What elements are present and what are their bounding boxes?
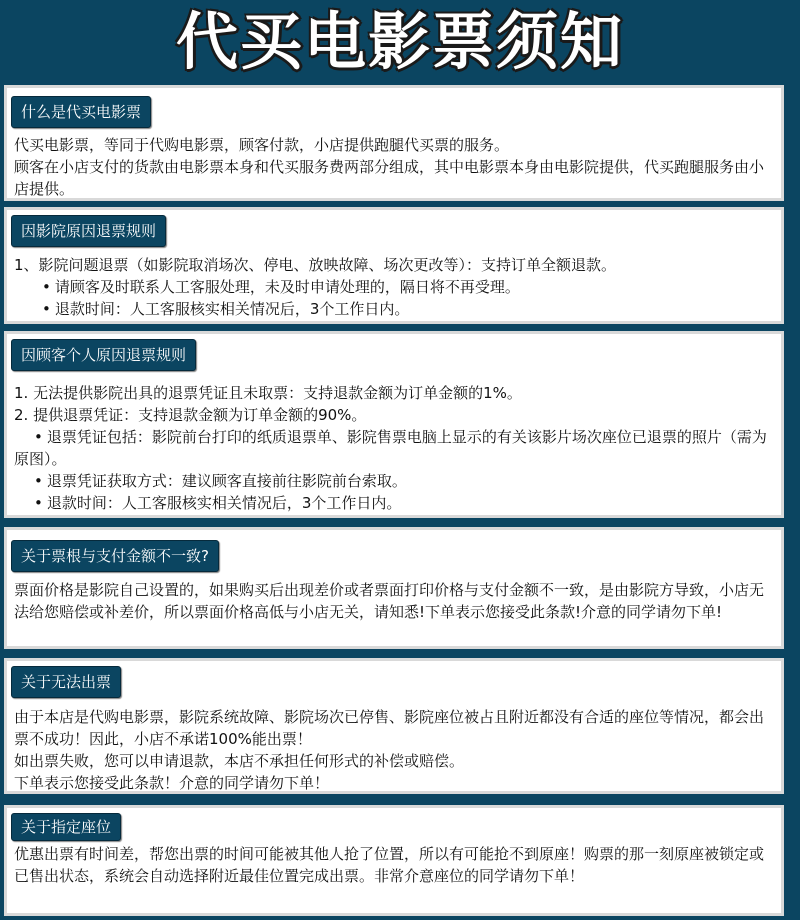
section-header: 因顾客个人原因退票规则	[11, 339, 196, 371]
bullet-item: • 退票凭证获取方式：建议顾客直接前往影院前台索取。	[14, 470, 773, 492]
section-header: 什么是代买电影票	[11, 96, 151, 128]
paragraph: 下单表示您接受此条款！介意的同学请勿下单！	[14, 774, 330, 792]
bullet-item: • 退款时间：人工客服核实相关情况后，3个工作日内。	[14, 492, 773, 514]
section-customer-refund-rules	[4, 331, 784, 518]
paragraph: 代买电影票，等同于代购电影票，顾客付款，小店提供跑腿代买票的服务。	[14, 136, 510, 154]
section-ticket-price-mismatch	[4, 527, 784, 649]
section-header: 关于无法出票	[11, 666, 121, 698]
rule-item: 1. 无法提供影院出具的退票凭证且未取票：支持退款金额为订单金额的1%。	[14, 384, 522, 402]
bullet-text: • 退票凭证包括：影院前台打印的纸质退票单、影院售票电脑上显示的有关该影片场次座位已退票的照片（需为原图）。	[14, 428, 767, 468]
paragraph: 顾客在小店支付的货款由电影票本身和代买服务费两部分组成，其中电影票本身由电影院提供，代买跑腿服务由小店提供。	[14, 158, 765, 198]
bullet-item: • 请顾客及时联系人工客服处理，未及时申请处理的，隔日将不再受理。	[14, 276, 773, 298]
section-cinema-refund-rules	[4, 207, 784, 324]
section-header: 关于指定座位	[11, 813, 121, 841]
section-body	[7, 698, 781, 794]
section-header: 关于票根与支付金额不一致?	[11, 540, 219, 572]
paragraph: 票面价格是影院自己设置的，如果购买后出现差价或者票面打印价格与支付金额不一致，是由影院方导致，小店无法给您赔偿或补差价，所以票面价格高低与小店无关，请知悉!下单表示您接受此条款!介意的同学请勿下单!	[14, 581, 765, 621]
section-header: 因影院原因退票规则	[11, 215, 166, 247]
section-body	[7, 841, 781, 887]
bullet-item-wrapped	[14, 426, 773, 470]
section-body	[7, 128, 781, 200]
paragraph: 由于本店是代购电影票，影院系统故障、影院场次已停售、影院座位被占且附近都没有合适的座位等情况，都会出票不成功！因此，小店不承诺100%能出票！	[14, 708, 765, 748]
section-seat-selection	[4, 805, 784, 916]
page-title: 代买电影票须知	[175, 5, 624, 78]
paragraph: 优惠出票有时间差，帮您出票的时间可能被其他人抢了位置，所以有可能抢不到原座！购票的那一刻原座被锁定或已售出状态，系统会自动选择附近最佳位置完成出票。非常介意座位的同学请勿下单！	[14, 845, 765, 885]
section-body	[7, 572, 781, 623]
section-body	[7, 371, 781, 514]
rule-item: 1、影院问题退票（如影院取消场次、停电、放映故障、场次更改等）：支持订单全额退款。	[14, 256, 617, 274]
bullet-item: • 退款时间：人工客服核实相关情况后，3个工作日内。	[14, 298, 773, 320]
paragraph: 如出票失败，您可以申请退款，本店不承担任何形式的补偿或赔偿。	[14, 752, 465, 770]
rule-item: 2. 提供退票凭证：支持退款金额为订单金额的90%。	[14, 406, 367, 424]
section-what-is-proxy-ticket	[4, 85, 784, 201]
section-body	[7, 247, 781, 320]
section-ticket-failure	[4, 658, 784, 794]
